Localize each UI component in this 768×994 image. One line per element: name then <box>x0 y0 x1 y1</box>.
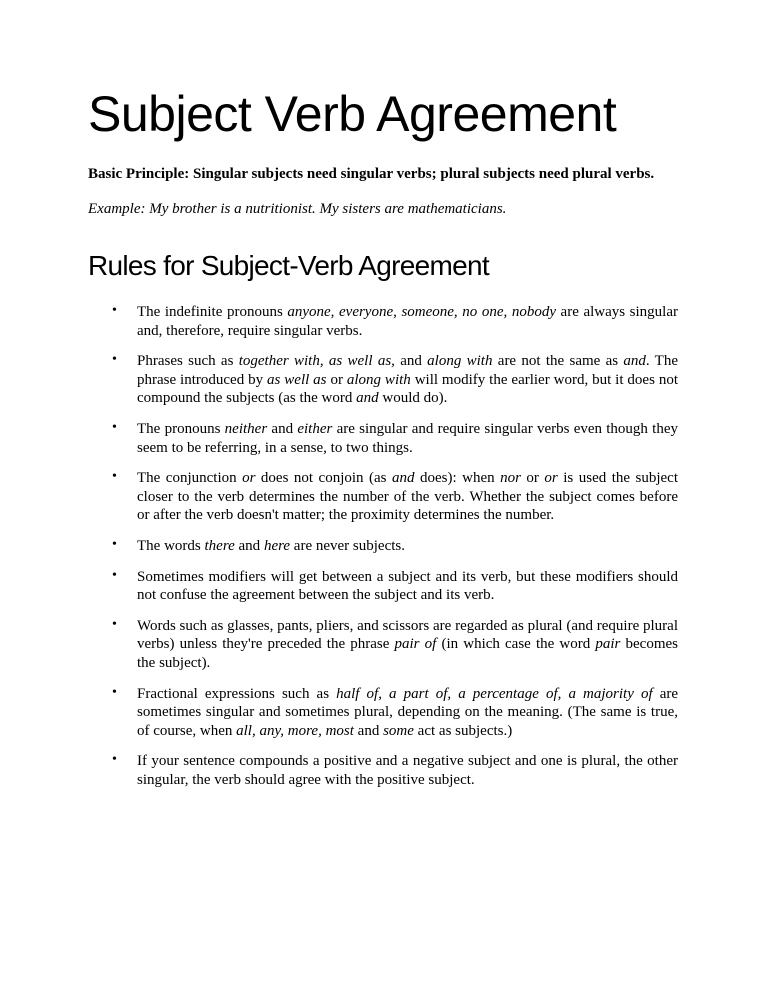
rule-text-italic: or <box>544 470 558 487</box>
rule-text: are always singular and, therefore, require singular verbs. <box>137 304 678 339</box>
rule-item <box>88 352 678 408</box>
rule-text: would do). <box>378 390 448 407</box>
bullet-icon: • <box>112 537 117 553</box>
bullet-icon: • <box>112 420 117 436</box>
rule-text-italic: and <box>623 353 646 370</box>
rule-text: or <box>326 371 347 388</box>
rule-text-italic: here <box>263 538 291 555</box>
rule-text-italic: and <box>356 390 379 407</box>
rule-text-italic: anyone, everyone, someone, no one, nobody <box>287 304 556 321</box>
rule-text-italic: some <box>383 722 414 739</box>
rule-text: or <box>520 470 545 487</box>
rule-text: Sometimes modifiers will get between a subject and its verb, but these modifiers should not confuse the agreement between the subject and its verb. <box>137 568 678 604</box>
rule-text: is used the subject closer to the verb determines the number of the verb. Whether the subject comes before or after the verb doesn't matter; the proximity determines the number. <box>137 470 679 524</box>
rule-text: The indefinite pronouns <box>137 304 288 321</box>
rule-text: are not the same as <box>492 353 624 370</box>
rule-item <box>88 568 678 605</box>
rule-text-italic: as well as <box>267 371 327 388</box>
rule-text: are never subjects. <box>290 538 405 555</box>
rule-text-italic: nor <box>500 470 521 487</box>
bullet-icon: • <box>112 303 117 319</box>
rule-text: The pronouns <box>137 421 225 438</box>
rule-text: and <box>353 722 384 739</box>
rule-text-italic: pair of <box>394 636 437 653</box>
rule-text: does): when <box>414 470 501 487</box>
rule-text: are singular and require singular verbs even though they seem to be referring, in a sense, to two things. <box>137 421 679 456</box>
rule-item <box>88 303 678 340</box>
rule-text: . The phrase introduced by <box>137 353 678 388</box>
rule-text: and <box>267 421 298 438</box>
rule-item <box>88 752 678 789</box>
bullet-icon: • <box>112 684 117 700</box>
example-sentence: Example: My brother is a nutritionist. My sisters are mathematicians. <box>88 201 507 217</box>
rule-text: act as subjects.) <box>413 722 513 739</box>
page-title: Subject Verb Agreement <box>88 86 617 142</box>
rule-text-italic: and <box>392 470 415 487</box>
rule-text: (in which case the word <box>436 636 596 653</box>
rule-text-italic: either <box>297 421 333 438</box>
rule-item <box>88 537 678 556</box>
basic-principle-text: Basic Principle: Singular subjects need singular verbs; plural subjects need plural verbs. <box>88 165 655 182</box>
bullet-icon: • <box>112 752 117 768</box>
rule-text-italic: all, any, more, most <box>236 722 354 739</box>
rule-text: becomes the subject). <box>137 636 678 671</box>
rule-text: If your sentence compounds a positive and a negative subject and one is plural, the other singular, the verb should agree with the positive subject. <box>137 753 678 788</box>
rule-text-italic: pair <box>595 636 621 653</box>
rule-text-italic: half of, a part of, a percentage of, a majority of <box>336 685 653 702</box>
rule-text: will modify the earlier word, but it does not compound the subjects (as the word <box>137 371 679 407</box>
rule-text-italic: together with, as well as <box>238 353 392 370</box>
rule-text: does not conjoin (as <box>255 470 393 487</box>
rule-text: , and <box>391 353 428 370</box>
bullet-icon: • <box>112 567 117 583</box>
rule-text-italic: along with <box>427 353 493 370</box>
rule-text-italic: neither <box>224 421 268 438</box>
rule-text: Fractional expressions such as <box>137 685 337 702</box>
rules-list <box>88 303 678 789</box>
rule-text: The words <box>137 538 205 555</box>
rule-text-italic: or <box>242 470 256 487</box>
bullet-icon: • <box>112 469 117 485</box>
rule-item <box>88 685 678 741</box>
rule-text-italic: along with <box>346 371 411 388</box>
rule-text: are sometimes singular and sometimes plural, depending on the meaning. (The same is true, of course, when <box>137 685 679 739</box>
rule-text: Phrases such as <box>137 353 239 370</box>
rule-text: The conjunction <box>137 470 243 487</box>
rule-text: and <box>234 538 264 555</box>
bullet-icon: • <box>112 616 117 632</box>
rule-text-italic: there <box>204 538 235 555</box>
rule-text: Words such as glasses, pants, pliers, and scissors are regarded as plural (and require plural verbs) unless they're preceded the phrase <box>137 617 678 653</box>
rule-item <box>88 617 678 673</box>
rule-item <box>88 469 678 525</box>
rule-item <box>88 420 678 457</box>
rules-section-heading: Rules for Subject-Verb Agreement <box>88 249 489 281</box>
bullet-icon: • <box>112 352 117 368</box>
